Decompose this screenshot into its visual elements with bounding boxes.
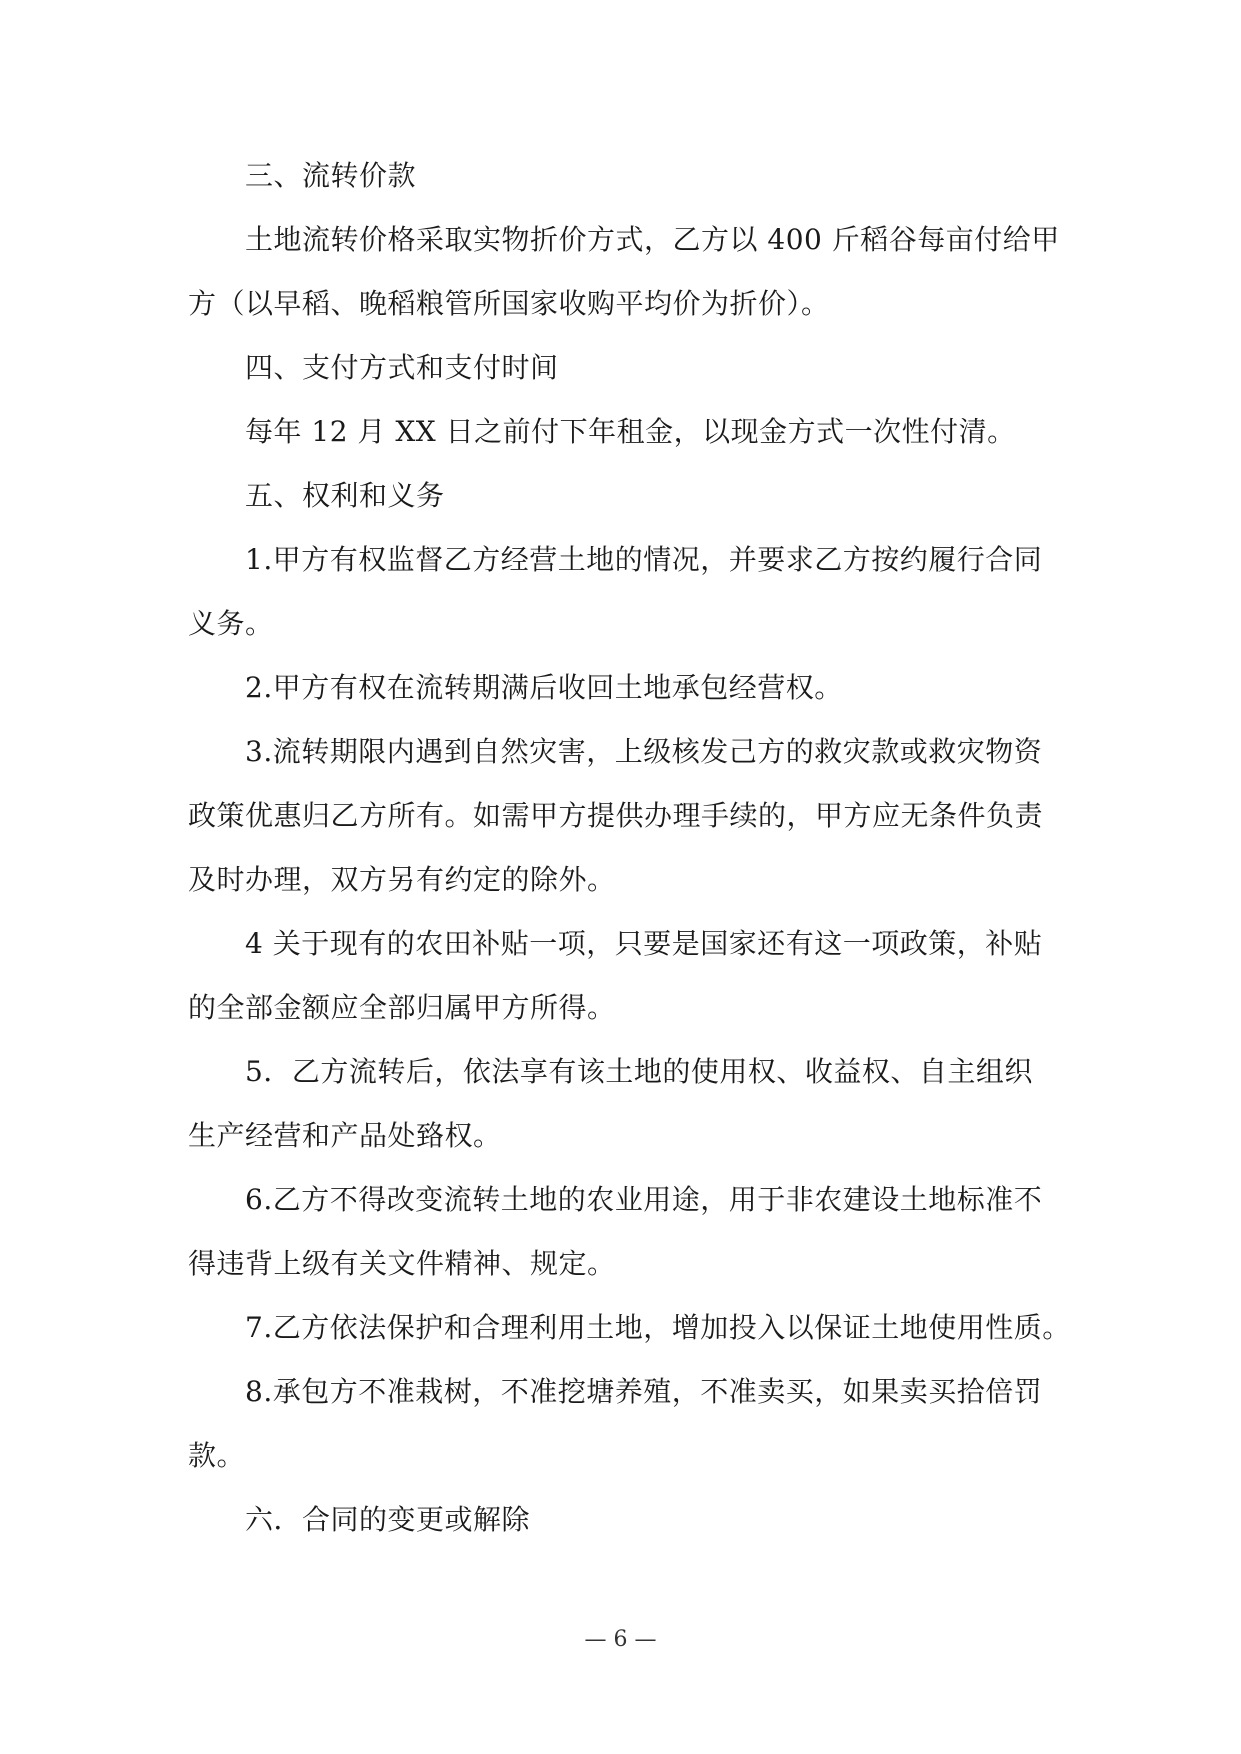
paragraph-line: 8.承包方不准栽树，不准挖塘养殖，不准卖买，如果卖买拾倍罚 [245,1375,1043,1408]
paragraph-line: 6.乙方不得改变流转土地的农业用途，用于非农建设土地标准不 [245,1183,1043,1216]
section-heading-change: 六．合同的变更或解除 [245,1503,531,1536]
section-heading-rights: 五、权利和义务 [245,479,445,512]
document-body [188,158,1071,1566]
paragraph-line: 政策优惠归乙方所有。如需甲方提供办理手续的，甲方应无条件负责 [188,799,1044,832]
paragraph-line: 2.甲方有权在流转期满后收回土地承包经营权。 [245,671,843,704]
paragraph-line: 7.乙方依法保护和合理利用土地，增加投入以保证土地使用性质。 [245,1311,1071,1344]
paragraph-line: 款。 [188,1439,246,1472]
paragraph-line: 4 关于现有的农田补贴一项，只要是国家还有这一项政策，补贴 [245,927,1043,960]
section-heading-price: 三、流转价款 [245,159,417,192]
paragraph-line: 每年 12 月 XX 日之前付下年租金，以现金方式一次性付清。 [245,415,1016,448]
section-heading-payment: 四、支付方式和支付时间 [245,351,559,384]
page-number: — 6 — [584,1627,657,1652]
paragraph-line: 土地流转价格采取实物折价方式，乙方以 400 斤稻谷每亩付给甲 [245,223,1060,256]
paragraph-line: 得违背上级有关文件精神、规定。 [188,1247,616,1280]
paragraph-line: 5．乙方流转后，依法享有该土地的使用权、收益权、自主组织 [245,1055,1033,1088]
paragraph-line: 义务。 [188,607,274,640]
paragraph-line: 方（以早稻、晚稻粮管所国家收购平均价为折价）。 [188,287,830,320]
paragraph-line: 生产经营和产品处臵权。 [188,1119,502,1152]
paragraph-line: 3.流转期限内遇到自然灾害，上级核发己方的救灾款或救灾物资 [245,735,1043,768]
paragraph-line: 的全部金额应全部归属甲方所得。 [188,991,616,1024]
paragraph-line: 1.甲方有权监督乙方经营土地的情况，并要求乙方按约履行合同 [245,543,1043,576]
paragraph-line: 及时办理，双方另有约定的除外。 [188,863,616,896]
